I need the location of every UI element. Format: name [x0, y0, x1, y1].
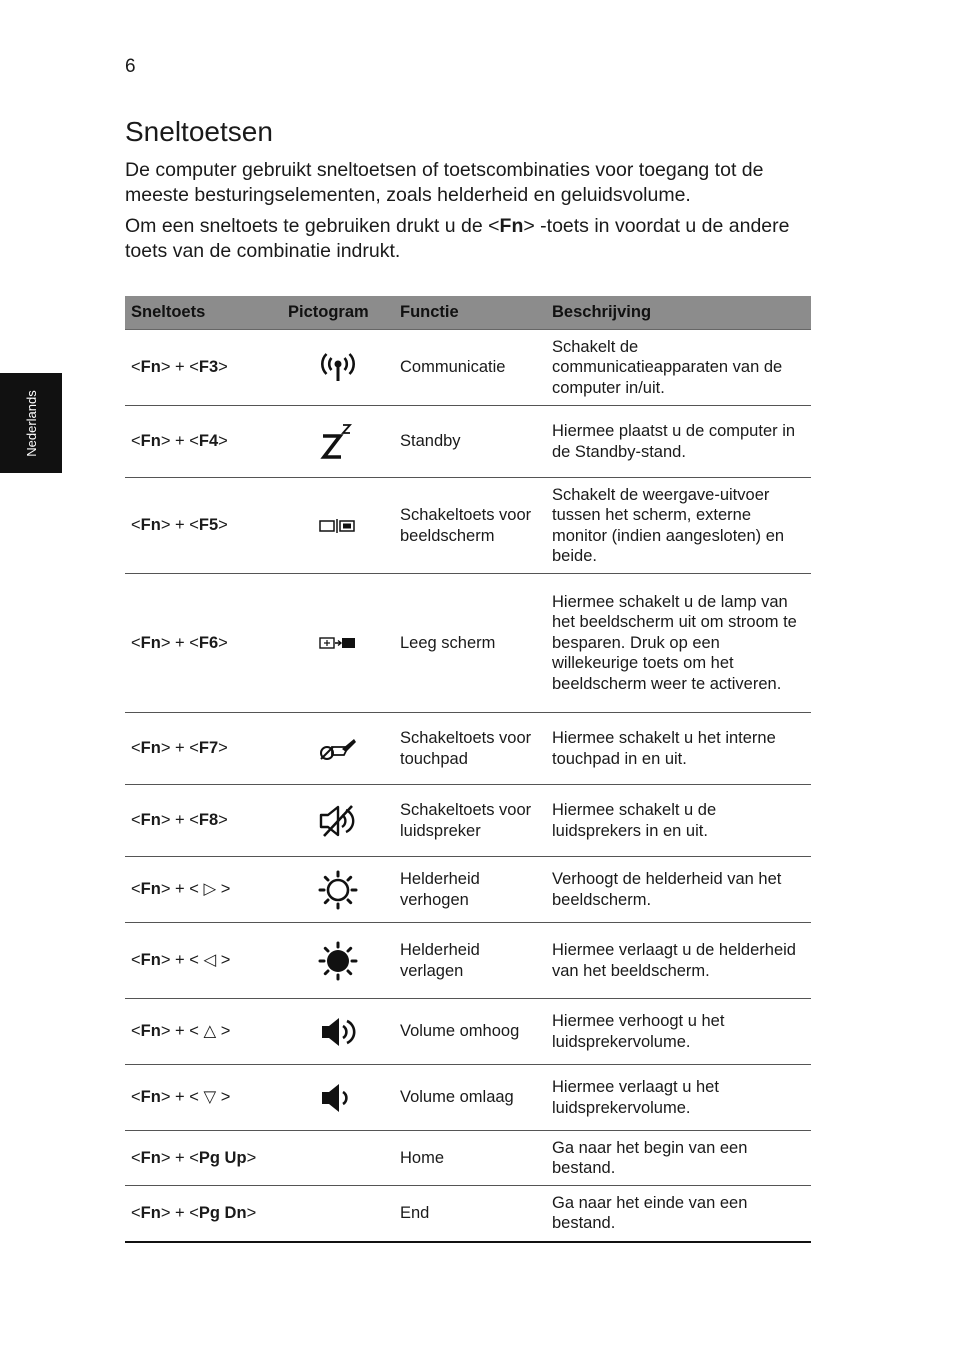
hotkey-cell: <Fn> + <F5> — [125, 478, 282, 574]
header-beschrijving: Beschrijving — [546, 296, 811, 330]
hotkey-key: ◁ — [203, 951, 217, 970]
wireless-icon — [318, 352, 358, 384]
table-row — [125, 713, 811, 785]
hotkey-mod: Fn — [140, 633, 161, 652]
hotkey-mod: Fn — [140, 1148, 161, 1167]
intro-2-after: > -toets in voordat u de andere toets van de combinatie indrukt. — [125, 215, 790, 262]
hotkey-key: F6 — [198, 633, 219, 652]
sleep-icon — [318, 422, 358, 462]
hotkey-mod: Fn — [140, 811, 161, 830]
icon-cell — [282, 857, 394, 923]
hotkey-key: F4 — [198, 432, 219, 451]
icon-cell — [282, 406, 394, 478]
hotkey-key: △ — [203, 1022, 217, 1041]
icon-cell — [282, 1131, 394, 1186]
function-cell: Schakeltoets voor luidspreker — [394, 785, 546, 857]
description-cell: Verhoogt de helderheid van het beeldscherm. — [546, 857, 811, 923]
hotkey-cell: <Fn> + < △ > — [125, 999, 282, 1065]
description-cell: Hiermee verhoogt u het luidsprekervolume. — [546, 999, 811, 1065]
header-functie: Functie — [394, 296, 546, 330]
brightness-up-icon — [318, 870, 358, 910]
table-row — [125, 478, 811, 574]
function-cell: Home — [394, 1131, 546, 1186]
hotkey-cell: <Fn> + <F6> — [125, 574, 282, 713]
hotkey-mod: Fn — [140, 951, 161, 970]
hotkey-mod: Fn — [140, 880, 161, 899]
function-cell: Leeg scherm — [394, 574, 546, 713]
hotkey-mod: Fn — [140, 1022, 161, 1041]
volume-up-icon — [318, 1015, 358, 1049]
hotkey-key: Pg Dn — [198, 1204, 247, 1222]
table-row — [125, 857, 811, 923]
table-row — [125, 999, 811, 1065]
icon-cell — [282, 1186, 394, 1242]
icon-cell — [282, 923, 394, 999]
function-cell: End — [394, 1186, 546, 1242]
intro-paragraph-2 — [125, 214, 815, 264]
page-number: 6 — [125, 56, 136, 77]
description-cell: Ga naar het einde van een bestand. — [546, 1186, 811, 1242]
description-cell: Hiermee verlaagt u het luidsprekervolume. — [546, 1065, 811, 1131]
side-tab-label: Nederlands — [23, 389, 39, 457]
volume-down-icon — [318, 1081, 358, 1115]
function-cell: Volume omhoog — [394, 999, 546, 1065]
header-sneltoets: Sneltoets — [125, 296, 282, 330]
hotkey-cell: <Fn> + <F7> — [125, 713, 282, 785]
description-cell: Hiermee schakelt u de luidsprekers in en uit. — [546, 785, 811, 857]
hotkey-cell: <Fn> + <Pg Dn> — [125, 1186, 282, 1242]
function-cell: Helderheid verlagen — [394, 923, 546, 999]
description-cell: Hiermee schakelt u de lamp van het beeldscherm uit om stroom te besparen. Druk op een willekeurige toets om het beeldscherm weer te activeren. — [546, 574, 811, 713]
function-cell: Volume omlaag — [394, 1065, 546, 1131]
hotkey-mod: Fn — [140, 516, 161, 535]
hotkey-cell: <Fn> + <F8> — [125, 785, 282, 857]
hotkey-cell: <Fn> + <Pg Up> — [125, 1131, 282, 1186]
hotkey-key: F3 — [198, 358, 219, 377]
function-cell: Schakeltoets voor touchpad — [394, 713, 546, 785]
hotkey-key: Pg Up — [198, 1148, 247, 1167]
hotkey-cell: <Fn> + <F4> — [125, 406, 282, 478]
hotkey-cell: <Fn> + < ◁ > — [125, 923, 282, 999]
icon-cell — [282, 574, 394, 713]
table-row — [125, 785, 811, 857]
side-tab — [0, 373, 62, 473]
table-row — [125, 1131, 811, 1186]
screen-blank-icon — [318, 635, 358, 651]
function-cell: Schakeltoets voor beeldscherm — [394, 478, 546, 574]
brightness-down-icon — [318, 941, 358, 981]
hotkey-key: F5 — [198, 516, 219, 535]
description-cell: Ga naar het begin van een bestand. — [546, 1131, 811, 1186]
intro-paragraph-1: De computer gebruikt sneltoetsen of toetscombinaties voor toegang tot de meeste besturingselementen, zoals helderheid en geluidsvolume. — [125, 159, 764, 206]
speaker-mute-icon — [318, 804, 358, 838]
display-switch-icon — [318, 518, 358, 534]
hotkey-mod: Fn — [140, 432, 161, 451]
hotkey-key: ▷ — [203, 880, 217, 899]
description-cell: Hiermee plaatst u de computer in de Standby-stand. — [546, 406, 811, 478]
function-cell: Helderheid verhogen — [394, 857, 546, 923]
description-cell: Schakelt de communicatieapparaten van de computer in/uit. — [546, 330, 811, 406]
icon-cell — [282, 330, 394, 406]
table-header-row — [125, 296, 811, 330]
hotkey-key: F7 — [198, 739, 219, 758]
hotkeys-table — [125, 296, 811, 1243]
function-cell: Standby — [394, 406, 546, 478]
icon-cell — [282, 713, 394, 785]
icon-cell — [282, 785, 394, 857]
hotkey-key: ▽ — [203, 1088, 217, 1107]
page-title: Sneltoetsen — [125, 116, 273, 147]
hotkey-mod: Fn — [140, 358, 161, 377]
description-cell: Hiermee verlaagt u de helderheid van het beeldscherm. — [546, 923, 811, 999]
icon-cell — [282, 999, 394, 1065]
function-cell: Communicatie — [394, 330, 546, 406]
table-row — [125, 574, 811, 713]
icon-cell — [282, 1065, 394, 1131]
hotkey-cell: <Fn> + <F3> — [125, 330, 282, 406]
hotkey-mod: Fn — [140, 739, 161, 758]
table-row — [125, 923, 811, 999]
table-row — [125, 406, 811, 478]
hotkey-cell: <Fn> + < ▽ > — [125, 1065, 282, 1131]
intro-2-before: Om een sneltoets te gebruiken drukt u de < — [125, 215, 500, 237]
intro-2-key: Fn — [499, 215, 524, 237]
icon-cell — [282, 478, 394, 574]
header-pictogram: Pictogram — [282, 296, 394, 330]
touchpad-toggle-icon — [318, 735, 358, 763]
hotkey-key: F8 — [198, 811, 219, 830]
hotkey-mod: Fn — [140, 1204, 161, 1222]
description-cell: Hiermee schakelt u het interne touchpad in en uit. — [546, 713, 811, 785]
table-row — [125, 1065, 811, 1131]
description-cell: Schakelt de weergave-uitvoer tussen het scherm, externe monitor (indien aangesloten) en beide. — [546, 478, 811, 574]
table-row — [125, 330, 811, 406]
hotkey-mod: Fn — [140, 1088, 161, 1107]
table-row — [125, 1186, 811, 1242]
hotkey-cell: <Fn> + < ▷ > — [125, 857, 282, 923]
